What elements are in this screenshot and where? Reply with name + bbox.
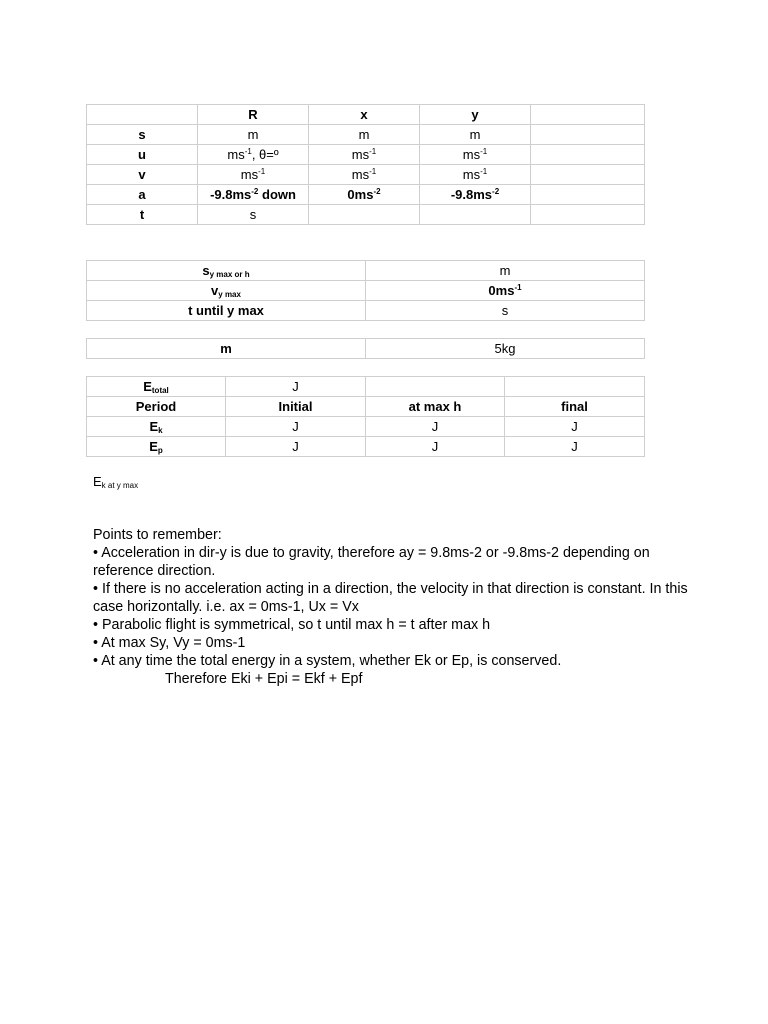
- table-cell: [531, 205, 645, 225]
- max-height-table: [86, 260, 645, 321]
- row-label: t: [87, 205, 198, 225]
- label-sub: total: [151, 386, 169, 395]
- label-sub: k: [158, 426, 163, 435]
- table-cell: m: [366, 261, 645, 281]
- label-sub: k at y max: [101, 481, 139, 490]
- notes-heading: Points to remember:: [93, 527, 222, 543]
- table-row: [87, 205, 645, 225]
- unit: ms: [351, 167, 370, 182]
- unit: -9.8ms: [450, 187, 493, 202]
- table-cell: [505, 377, 645, 397]
- unit: ms: [351, 147, 370, 162]
- note-item: • At any time the total energy in a system, whether Ek or Ep, is conserved.: [93, 653, 562, 669]
- table-cell: [366, 281, 645, 301]
- row-label: [87, 377, 226, 397]
- table-row: [87, 281, 645, 301]
- suvat-table: [86, 104, 645, 225]
- label-main: E: [149, 419, 159, 434]
- label-main: E: [143, 379, 152, 394]
- table-cell: m: [420, 125, 531, 145]
- unit: -9.8ms: [210, 187, 252, 202]
- exponent: -1: [258, 167, 266, 176]
- table-cell: m: [309, 125, 420, 145]
- header-cell: final: [505, 397, 645, 417]
- unit: 0ms: [347, 187, 374, 202]
- row-label: [87, 437, 226, 457]
- mass-table: [86, 338, 645, 359]
- label-main: E: [93, 474, 102, 489]
- row-label: s: [87, 125, 198, 145]
- unit: ms: [462, 167, 481, 182]
- label-main: v: [211, 283, 219, 298]
- exponent: -1: [480, 147, 488, 156]
- table-cell: [420, 145, 531, 165]
- table-cell: J: [366, 417, 505, 437]
- label-main: s: [202, 263, 210, 278]
- table-cell: [198, 165, 309, 185]
- unit: 0ms: [488, 283, 515, 298]
- table-row: [87, 185, 645, 205]
- table-cell: s: [366, 301, 645, 321]
- table-row: [87, 377, 645, 397]
- row-label: [87, 281, 366, 301]
- row-label: a: [87, 185, 198, 205]
- label-main: E: [149, 439, 158, 454]
- table-header-row: [87, 105, 645, 125]
- row-label: v: [87, 165, 198, 185]
- table-row: [87, 261, 645, 281]
- table-cell: J: [505, 417, 645, 437]
- table-header-row: [87, 397, 645, 417]
- table-cell: J: [366, 437, 505, 457]
- table-cell: [420, 185, 531, 205]
- exponent: -1: [480, 167, 488, 176]
- table-cell: [531, 125, 645, 145]
- table-cell: [309, 205, 420, 225]
- table-cell: [531, 165, 645, 185]
- table-cell: J: [505, 437, 645, 457]
- exponent: -2: [373, 187, 381, 196]
- unit: ms: [240, 167, 259, 182]
- exponent: -2: [492, 187, 500, 196]
- header-cell-y: y: [420, 105, 531, 125]
- notes-section: [93, 526, 693, 688]
- table-row: [87, 437, 645, 457]
- exponent: -2: [251, 187, 259, 196]
- table-cell: [198, 185, 309, 205]
- note-item: • At max Sy, Vy = 0ms-1: [93, 635, 246, 651]
- label-sub: y max or h: [209, 270, 250, 279]
- table-row: [87, 125, 645, 145]
- header-cell: at max h: [366, 397, 505, 417]
- table-cell: [420, 165, 531, 185]
- header-cell: [87, 105, 198, 125]
- table-cell: [531, 185, 645, 205]
- row-label: m: [87, 339, 366, 359]
- table-cell: s: [198, 205, 309, 225]
- table-cell: m: [198, 125, 309, 145]
- label-sub: y max: [218, 290, 241, 299]
- table-row: [87, 165, 645, 185]
- exponent: -1: [514, 283, 522, 292]
- table-row: [87, 417, 645, 437]
- table-cell: [420, 205, 531, 225]
- exponent: -1: [244, 147, 252, 156]
- table-cell: J: [226, 417, 366, 437]
- table-cell: [198, 145, 309, 165]
- table-cell: J: [226, 437, 366, 457]
- header-cell: Period: [87, 397, 226, 417]
- unit-tail: down: [258, 187, 296, 202]
- header-cell-r: R: [198, 105, 309, 125]
- row-label: u: [87, 145, 198, 165]
- table-cell: 5kg: [366, 339, 645, 359]
- energy-table: [86, 376, 645, 457]
- table-row: [87, 339, 645, 359]
- table-cell: [309, 145, 420, 165]
- table-cell: [366, 377, 505, 397]
- note-item: • If there is no acceleration acting in a direction, the velocity in that direction is constant. In this case horizontally. i.e. ax = 0ms-1, Ux = Vx: [93, 581, 688, 615]
- header-cell-x: x: [309, 105, 420, 125]
- notes-conclusion: Therefore Eki + Epi = Ekf + Epf: [165, 671, 363, 687]
- unit: ms: [227, 147, 245, 162]
- unit-tail: , θ=º: [251, 147, 279, 162]
- table-cell: J: [226, 377, 366, 397]
- exponent: -1: [369, 147, 377, 156]
- table-cell: [309, 185, 420, 205]
- table-row: [87, 145, 645, 165]
- unit: ms: [462, 147, 481, 162]
- exponent: -1: [369, 167, 377, 176]
- table-cell: [531, 145, 645, 165]
- row-label: [87, 261, 366, 281]
- ek-at-ymax-label: [93, 474, 138, 489]
- header-cell: Initial: [226, 397, 366, 417]
- row-label: t until y max: [87, 301, 366, 321]
- table-row: [87, 301, 645, 321]
- label-sub: p: [157, 446, 163, 455]
- header-cell: [531, 105, 645, 125]
- note-item: • Parabolic flight is symmetrical, so t until max h = t after max h: [93, 617, 491, 633]
- row-label: [87, 417, 226, 437]
- note-item: • Acceleration in dir-y is due to gravity, therefore ay = 9.8ms-2 or -9.8ms-2 depending on reference direction.: [93, 545, 650, 579]
- table-cell: [309, 165, 420, 185]
